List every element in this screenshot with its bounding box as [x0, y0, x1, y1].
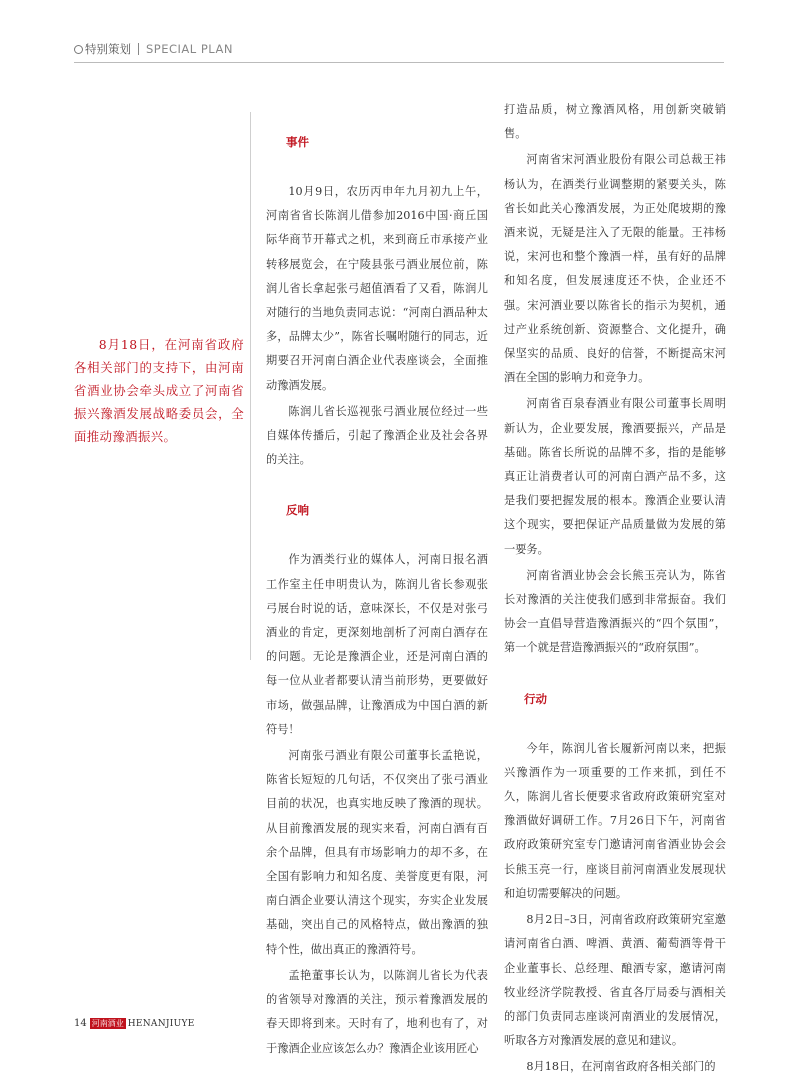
magazine-name-en: HENANJIUYE [127, 1018, 195, 1029]
header-rule [74, 62, 724, 63]
paragraph: 陈润儿省长巡视张弓酒业展位经过一些自媒体传播后，引起了豫酒企业及社会各界的关注。 [266, 404, 488, 467]
paragraph: 8月2日–3日，河南省政府政策研究室邀请河南省白酒、啤酒、黄酒、葡萄酒等骨干企业董事长、总经理、酿酒专家，邀请河南牧业经济学院教授、省直各厅局委与酒相关的部门负责同志座谈河南酒业的发展情况，听取各方对豫酒发展的意见和建议。 [504, 913, 726, 1048]
magazine-name-cn: 河南酒业 [91, 1019, 124, 1028]
page-number: 14 [74, 1018, 87, 1029]
section-heading-response: 反响 [286, 503, 309, 518]
paragraph: 河南省酒业协会会长熊玉亮认为，陈省长对豫酒的关注使我们感到非常振奋。我们协会一直倡导营造豫酒振兴的“四个氛围”，第一个就是营造豫酒振兴的“政府氛围”。 [504, 568, 726, 655]
paragraph-continued: 打造品质，树立豫酒风格，用创新突破销售。 [504, 103, 726, 141]
paragraph: 作为酒类行业的媒体人，河南日报名酒工作室主任申明贵认为，陈润儿省长参观张弓展台时说的话，意味深长，不仅是对张弓酒业的肯定，更深刻地剖析了河南白酒存在的问题。无论是豫酒企业，还是河南白酒的每一位从业者都要认清当前形势，更要做好市场，做强品牌，让豫酒成为中国白酒的新符号！ [266, 553, 488, 736]
paragraph: 8月18日，在河南省政府各相关部门的 [526, 1060, 716, 1074]
article-column-right [504, 98, 726, 1080]
paragraph: 10月9日，农历丙申年九月初九上午，河南省省长陈润儿借参加2016中国·商丘国际华商节开幕式之机，来到商丘市承接产业转移展览会，在宁陵县张弓酒业展位前，陈润儿省长拿起张弓超值酒看了又看，陈润儿对随行的当地负责同志说：“河南白酒品种太多，品牌太少”，陈省长嘱咐随行的同志，近期要召开河南白酒企业代表座谈会，全面推动豫酒发展。 [266, 185, 488, 392]
page-footer [74, 1018, 195, 1029]
column-divider [250, 112, 251, 660]
paragraph: 孟艳董事长认为，以陈润儿省长为代表的省领导对豫酒的关注，预示着豫酒发展的春天即将到来。天时有了，地利也有了，对于豫酒企业应该怎么办？豫酒企业该用匠心 [266, 968, 488, 1055]
circle-icon [74, 45, 83, 54]
paragraph: 今年，陈润儿省长履新河南以来，把振兴豫酒作为一项重要的工作来抓，到任不久，陈润儿省长便要求省政府政策研究室对豫酒做好调研工作。7月26日下午，河南省政府政策研究室专门邀请河南省酒业协会会长熊玉亮一行，座谈目前河南酒业发展现状和迫切需要解决的问题。 [504, 741, 726, 900]
section-heading-action: 行动 [524, 691, 547, 706]
section-title-en: SPECIAL PLAN [146, 42, 233, 56]
section-header [74, 40, 233, 58]
article-column-left [266, 100, 488, 1061]
header-divider [138, 43, 139, 55]
paragraph: 河南省宋河酒业股份有限公司总裁王祎杨认为，在酒类行业调整期的紧要关头，陈省长如此关心豫酒发展，为正处爬坡期的豫酒来说，无疑是注入了无限的能量。王祎杨说，宋河也和整个豫酒一样，虽有好的品牌和知名度，但发展速度还不快，企业还不强。宋河酒业要以陈省长的指示为契机，通过产业系统创新、资源整合、文化提升，确保坚实的品质、良好的信誉，不断提高宋河酒在全国的影响力和竞争力。 [504, 153, 726, 385]
pull-quote: 8月18日，在河南省政府各相关部门的支持下，由河南省酒业协会牵头成立了河南省振兴豫酒发展战略委员会，全面推动豫酒振兴。 [74, 337, 244, 444]
paragraph: 河南张弓酒业有限公司董事长孟艳说，陈省长短短的几句话，不仅突出了张弓酒业目前的状况，也真实地反映了豫酒的现状。从目前豫酒发展的现实来看，河南白酒有百余个品牌，但具有市场影响力的却不多，在全国有影响力和知名度、美誉度更有限，河南白酒企业要认清这个现实，夯实企业发展基础，突出自己的风格特点，做出豫酒的独特个性，做出真正的豫酒符号。 [266, 749, 488, 956]
paragraph: 河南省百泉春酒业有限公司董事长周明新认为，企业要发展，豫酒要振兴，产品是基础。陈省长所说的品牌不多，指的是能够真正让消费者认可的河南白酒产品不多，这是我们要把握发展的根本。豫酒企业要认清这个现实，要把保证产品质量做为发展的第一要务。 [504, 397, 726, 556]
section-heading-event: 事件 [286, 135, 309, 149]
section-title-cn: 特别策划 [85, 42, 131, 56]
